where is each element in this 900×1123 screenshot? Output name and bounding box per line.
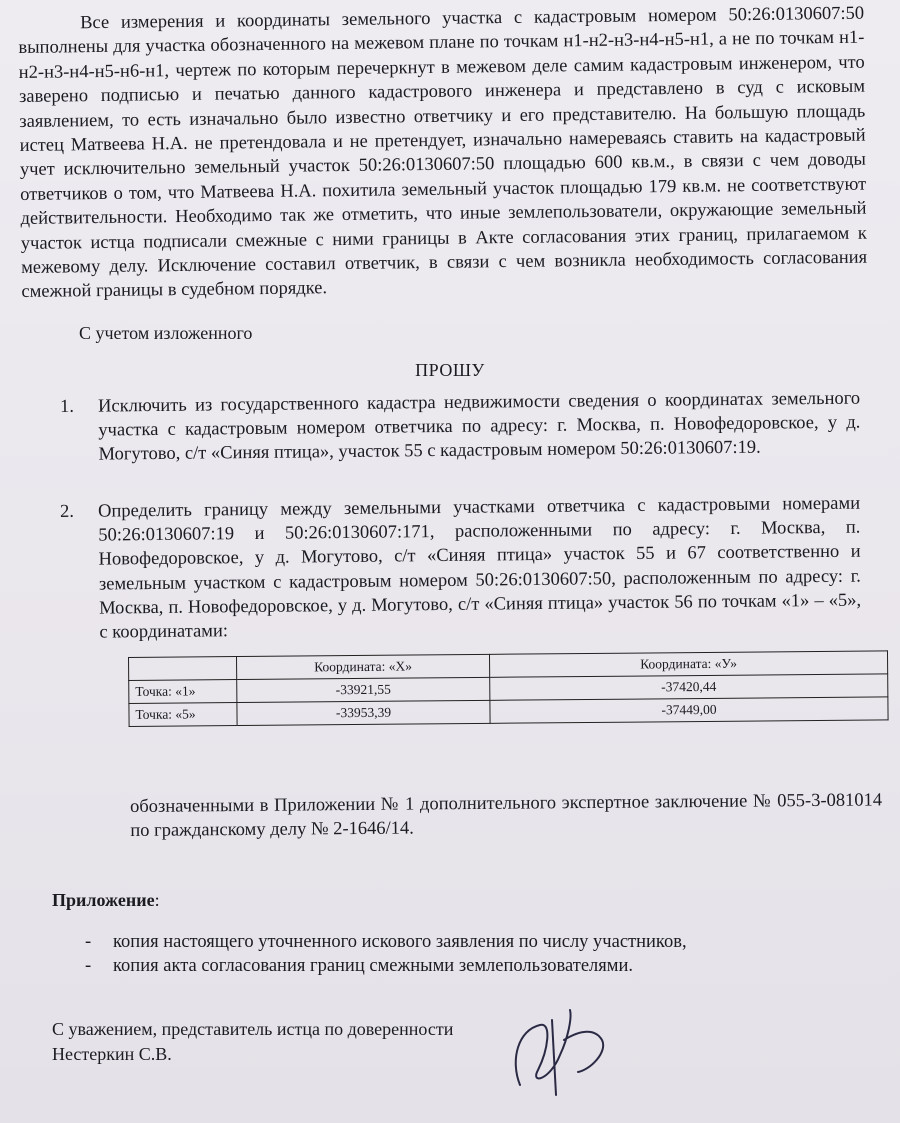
request-number: 2. — [60, 501, 75, 522]
considering-line: С учетом изложенного — [79, 323, 253, 343]
request-item-1 — [60, 387, 861, 468]
attachments-heading-label: Приложение — [52, 890, 155, 910]
point-label: Точка: «5» — [129, 703, 237, 727]
table-header-cell: Координата: «Х» — [237, 654, 490, 679]
request-text: Определить границу между земельными участками ответчика с кадастровыми номерами 50:26:0130607:19 и 50:26:0130607:171, расположенными по адресу: г. Москва, п. Новофедоровское, у д. Могутово, с/т «Синяя птица» участок 55 и 67 соответственно и земельным участком с кадастровым номером 50:26:0130607:50, расположенным по адресу: г. Москва, п. Новофедоровское, у д. Могутово, с/т «Синяя птица» участок 56 по точкам «1» – «5», с координатами: — [98, 493, 862, 643]
y-coordinate: -37420,44 — [490, 674, 888, 700]
after-table-text: обозначенными в Приложении № 1 дополнительного экспертное заключение № 055-3-081014 по гражданскому делу № 2-1646/14. — [130, 790, 883, 842]
signature-block — [52, 1017, 453, 1067]
x-coordinate: -33921,55 — [237, 677, 490, 702]
attachments-heading-colon: : — [154, 890, 160, 910]
attachment-text: копия акта согласования границ смежными землепользователями. — [113, 956, 634, 976]
request-number: 1. — [60, 396, 75, 417]
attachments-heading — [52, 890, 160, 911]
coordinates-table — [128, 650, 889, 727]
request-item-2 — [60, 492, 861, 646]
closing-line: С уважением, представитель истца по доверенности — [52, 1019, 454, 1039]
handwritten-signature — [490, 1000, 630, 1100]
attachment-item — [85, 932, 687, 953]
y-coordinate: -37449,00 — [490, 697, 888, 723]
list-dash: - — [85, 932, 92, 952]
request-heading: ПРОШУ — [415, 360, 485, 380]
table-header-cell: Координата: «У» — [489, 651, 887, 677]
attachment-text: копия настоящего уточненного искового заявления по числу участников, — [113, 932, 687, 952]
intro-paragraph: Все измерения и координаты земельного участка с кадастровым номером 50:26:0130607:50 выполнены для участка обозначенного на межевом плане по точкам н1-н2-н3-н4-н5-н1, а не по точкам н1-н2-н3-н4-н5-н6-н1, чертеж по которым перечеркнут в межевом деле самим кадастровым инженером, что заверено подписью и печатью данного кадастрового инженера и представлено в суд с исковым заявлением, то есть изначально было известно ответчику и его представителю. На большую площадь истец Матвеева Н.А. не претендовала и не претендует, изначально намереваясь ставить на кадастровый учет исключительно земельный участок 50:26:0130607:50 площадью 600 кв.м., в связи с чем доводы ответчиков о том, что Матвеева Н.А. похитила земельный участок площадью 179 кв.м. не соответствуют действительности. Необходимо так же отметить, что иные землепользователи, окружающие земельный участок истца подписали смежные с ними границы в Акте согласования этих границ, прилагаемом к межевому делу. Исключение составил ответчик, в связи с чем возникла необходимость согласования смежной границы в судебном порядке. — [18, 3, 868, 303]
point-label: Точка: «1» — [129, 680, 237, 704]
signatory-name: Нестеркин С.В. — [52, 1044, 172, 1064]
x-coordinate: -33953,39 — [237, 700, 490, 725]
request-text: Исключить из государственного кадастра недвижимости сведения о координатах земельного участка с кадастровым номером ответчика по адресу: г. Москва, п. Новофедоровское, у д. Могутово, с/т «Синяя птица», участок 55 с кадастровым номером 50:26:0130607:19. — [98, 388, 861, 466]
table-header-cell — [129, 657, 237, 681]
attachment-item — [85, 956, 633, 977]
list-dash: - — [85, 956, 92, 976]
